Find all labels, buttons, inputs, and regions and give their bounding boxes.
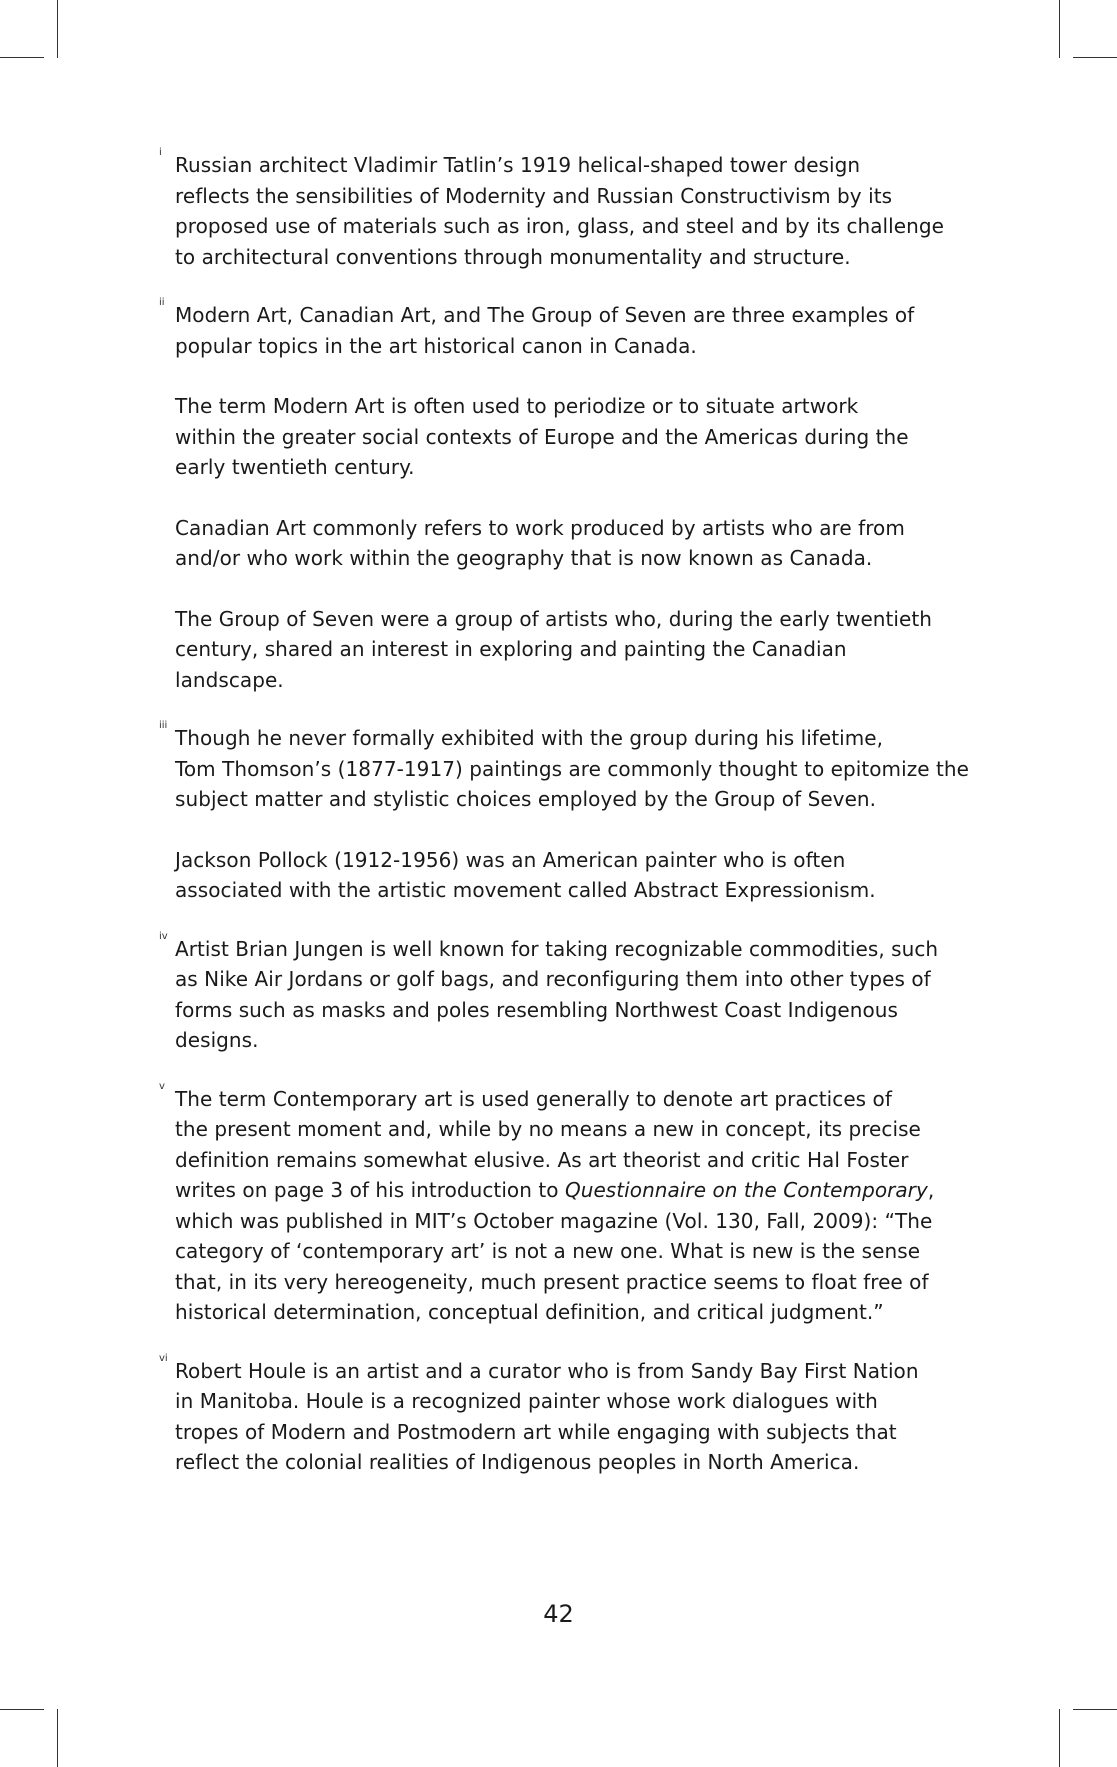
endnotes-list	[159, 147, 969, 1506]
text-line: Jackson Pollock (1912-1956) was an American painter who is often	[175, 847, 846, 872]
text-line: The Group of Seven were a group of artists who, during the early twentieth	[175, 606, 932, 631]
endnote-paragraph	[175, 1084, 959, 1328]
crop-mark-top-left-vertical	[57, 0, 58, 58]
endnote	[159, 930, 959, 1056]
crop-mark-bottom-right-horizontal	[1073, 1709, 1117, 1710]
text-line: landscape.	[175, 667, 284, 692]
endnote-paragraph	[175, 150, 959, 272]
text-line: popular topics in the art historical canon in Canada.	[175, 333, 697, 358]
text-line: that, in its very hereogeneity, much present practice seems to float free of	[175, 1269, 929, 1294]
text-line: tropes of Modern and Postmodern art while engaging with subjects that	[175, 1419, 897, 1444]
text-line: in Manitoba. Houle is a recognized painter whose work dialogues with	[175, 1389, 878, 1413]
text-line: writes on page 3 of his introduction to Questionnaire on the Contemporary,	[175, 1178, 935, 1202]
text-line: historical determination, conceptual definition, and critical judgment.”	[175, 1300, 884, 1324]
endnote	[159, 1352, 959, 1478]
publication-title: Questionnaire on the Contemporary	[564, 1178, 928, 1202]
text-line: the present moment and, while by no means a new in concept, its precise	[175, 1117, 921, 1141]
text-line: reflect the colonial realities of Indigenous peoples in North America.	[175, 1450, 860, 1474]
endnote	[159, 1080, 959, 1328]
text-line: century, shared an interest in exploring and painting the Canadian	[175, 637, 847, 661]
endnote-paragraph	[175, 604, 959, 696]
endnote-marker: iii	[159, 720, 168, 731]
endnote	[159, 147, 959, 272]
crop-mark-bottom-right-vertical	[1059, 1709, 1060, 1767]
crop-mark-bottom-left-vertical	[57, 1709, 58, 1767]
text-line: early twentieth century.	[175, 455, 415, 479]
text-line: and/or who work within the geography that is now known as Canada.	[175, 546, 873, 570]
text-line: Modern Art, Canadian Art, and The Group of Seven are three examples of	[175, 303, 915, 327]
endnote-paragraph	[175, 513, 959, 574]
endnote-paragraph	[175, 845, 959, 906]
text-line: definition remains somewhat elusive. As art theorist and critic Hal Foster	[175, 1147, 909, 1172]
endnote-paragraph	[175, 391, 959, 483]
text-line: Tom Thomson’s (1877-1917) paintings are commonly thought to epitomize the	[175, 756, 969, 781]
endnote-marker: iv	[159, 930, 168, 942]
endnote-paragraph	[175, 300, 959, 361]
endnote-marker: ii	[159, 297, 165, 308]
crop-mark-top-left-horizontal	[0, 57, 44, 58]
text-line: proposed use of materials such as iron, glass, and steel and by its challenge	[175, 214, 944, 238]
endnote-marker: vi	[159, 1352, 168, 1364]
endnote-paragraph	[175, 1356, 959, 1478]
text-line: within the greater social contexts of Europe and the Americas during the	[175, 424, 909, 449]
endnote-marker: i	[159, 147, 162, 158]
text-line: Though he never formally exhibited with the group during his lifetime,	[175, 726, 884, 750]
text-line: subject matter and stylistic choices employed by the Group of Seven.	[175, 787, 877, 811]
endnote-paragraph	[175, 934, 959, 1056]
text-line: associated with the artistic movement called Abstract Expressionism.	[175, 878, 876, 902]
text-line: designs.	[175, 1028, 259, 1052]
text-line: Russian architect Vladimir Tatlin’s 1919 helical-shaped tower design	[175, 153, 861, 177]
page-number: 42	[543, 1600, 574, 1628]
endnote	[159, 720, 969, 906]
text-line: Canadian Art commonly refers to work produced by artists who are from	[175, 515, 905, 540]
endnote-paragraph	[175, 723, 969, 815]
text-line: as Nike Air Jordans or golf bags, and reconfiguring them into other types of	[175, 967, 931, 991]
crop-mark-top-right-vertical	[1059, 0, 1060, 58]
text-line: Artist Brian Jungen is well known for taking recognizable commodities, such	[175, 936, 939, 961]
endnote-marker: v	[159, 1080, 165, 1092]
text-line: The term Contemporary art is used generally to denote art practices of	[175, 1086, 892, 1111]
text-line: which was published in MIT’s October magazine (Vol. 130, Fall, 2009): “The	[175, 1208, 933, 1233]
text-line: The term Modern Art is often used to periodize or to situate artwork	[175, 394, 859, 418]
crop-mark-top-right-horizontal	[1073, 57, 1117, 58]
text-line: forms such as masks and poles resembling Northwest Coast Indigenous	[175, 997, 898, 1022]
endnote	[159, 297, 959, 695]
text-line: Robert Houle is an artist and a curator who is from Sandy Bay First Nation	[175, 1358, 919, 1383]
text-line: reflects the sensibilities of Modernity and Russian Constructivism by its	[175, 183, 893, 208]
text-line: to architectural conventions through monumentality and structure.	[175, 244, 851, 269]
text-line: category of ‘contemporary art’ is not a new one. What is new is the sense	[175, 1239, 921, 1263]
crop-mark-bottom-left-horizontal	[0, 1709, 44, 1710]
